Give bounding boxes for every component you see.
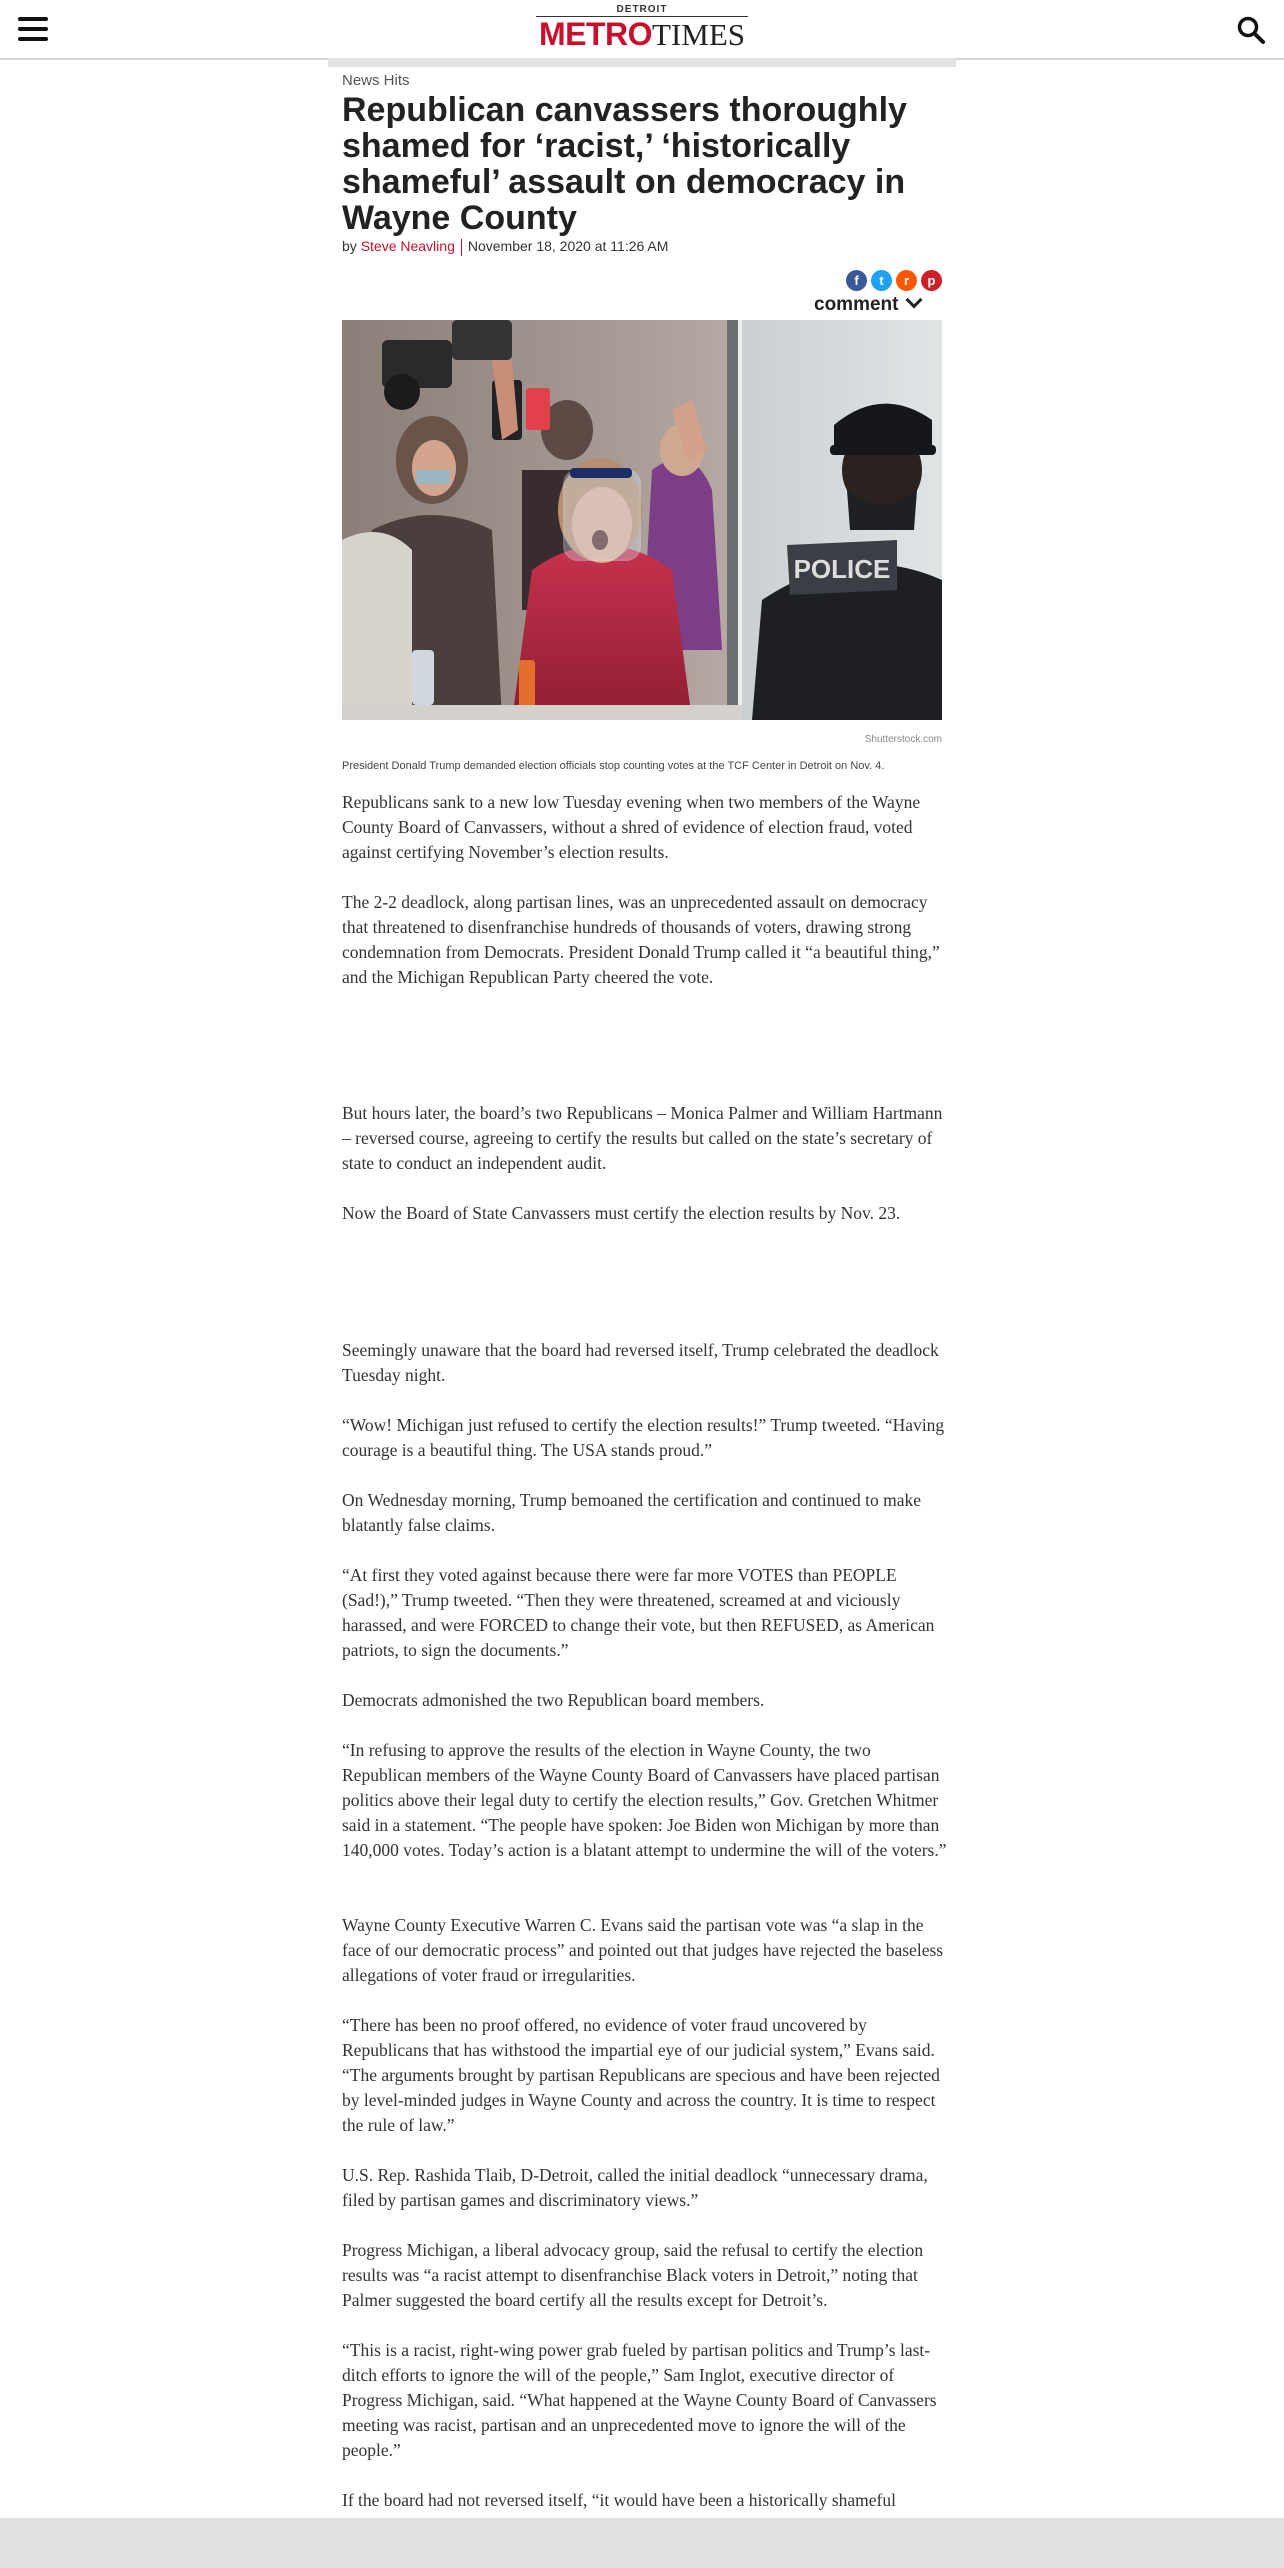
pinterest-icon[interactable]: p [921, 270, 942, 291]
paragraph: Seemingly unaware that the board had reversed itself, Trump celebrated the deadlock Tuesday night. [342, 1340, 939, 1385]
bottom-ad-bar [0, 2518, 1284, 2568]
site-header [0, 0, 1284, 60]
twitter-icon[interactable]: t [871, 270, 892, 291]
paragraph: Democrats admonished the two Republican board members. [342, 1690, 765, 1710]
byline-prefix: by [342, 238, 357, 254]
logo-detroit: DETROIT [616, 4, 668, 15]
logo-metro: METRO [538, 16, 653, 52]
paragraph: If the board had not reversed itself, “it would have been a historically shameful [342, 2490, 896, 2510]
paragraph: “Wow! Michigan just refused to certify the election results!” Trump tweeted. “Having courage is a beautiful thing. The USA stands proud.” [342, 1415, 945, 1460]
comment-toggle[interactable] [814, 294, 920, 316]
comment-label: comment [814, 294, 899, 315]
paragraph: “At first they voted against because there were far more VOTES than PEOPLE (Sad!),” Trump tweeted. “Then they were threatened, screamed at and viciously harassed, and were FORCED to change their vote, but then REFUSED, as American patriots, to sign the documents.” [342, 1565, 935, 1660]
author-link[interactable]: Steve Neavling [360, 238, 455, 254]
paragraph: “There has been no proof offered, no evidence of voter fraud uncovered by Republicans that has withstood the impartial eye of our judicial system,” Evans said. “The arguments brought by partisan Republicans are specious and have been rejected by level-minded judges in Wayne County and across the country. It is time to respect the rule of law.” [342, 2015, 940, 2135]
paragraph: On Wednesday morning, Trump bemoaned the certification and continued to make blatantly false claims. [342, 1490, 922, 1535]
photo-credit: Shutterstock.com [864, 734, 942, 745]
police-label: POLICE [793, 554, 891, 584]
chevron-down-icon [906, 292, 923, 309]
paragraph: Progress Michigan, a liberal advocacy group, said the refusal to certify the election results was “a racist attempt to disenfranchise Black voters in Detroit,” noting that Palmer suggested the board certify all the results except for Detroit’s. [342, 2240, 924, 2310]
share-buttons [842, 270, 942, 292]
site-logo[interactable] [532, 4, 752, 52]
article-photo [342, 320, 942, 720]
section-kicker[interactable]: News Hits [342, 72, 410, 89]
article-date: November 18, 2020 at 11:26 AM [467, 238, 669, 254]
article-headline: Republican canvassers thoroughly shamed for ‘racist,’ ‘historically shameful’ assault on democracy in Wayne County [342, 91, 907, 237]
search-icon[interactable] [1236, 15, 1266, 45]
paragraph: But hours later, the board’s two Republicans – Monica Palmer and William Hartmann – reversed course, agreeing to certify the results but called on the state’s secretary of state to conduct an independent audit. [342, 1103, 943, 1173]
menu-icon[interactable] [18, 17, 48, 41]
paragraph: Wayne County Executive Warren C. Evans said the partisan vote was “a slap in the face of our democratic process” and pointed out that judges have rejected the baseless allegations of voter fraud or irregularities. [342, 1915, 944, 1985]
ad-strip [328, 58, 956, 67]
byline [342, 238, 942, 256]
logo-times: TIMES [652, 17, 746, 52]
paragraph: U.S. Rep. Rashida Tlaib, D-Detroit, called the initial deadlock “unnecessary drama, filed by partisan games and discriminatory views.” [342, 2165, 928, 2210]
paragraph: Republicans sank to a new low Tuesday evening when two members of the Wayne County Board of Canvassers, without a shred of evidence of election fraud, voted against certifying November’s election results. [342, 792, 921, 862]
paragraph: “In refusing to approve the results of the election in Wayne County, the two Republican members of the Wayne County Board of Canvassers have placed partisan politics above their legal duty to certify the election results,” Gov. Gretchen Whitmer said in a statement. “The people have spoken: Joe Biden won Michigan by more than 140,000 votes. Today’s action is a blatant attempt to undermine the will of the voters.” [342, 1740, 947, 1860]
paragraph: Now the Board of State Canvassers must certify the election results by Nov. 23. [342, 1203, 901, 1223]
byline-divider [461, 239, 462, 256]
photo-caption: President Donald Trump demanded election officials stop counting votes at the TCF Center in Detroit on Nov. 4. [342, 760, 885, 772]
paragraph: The 2-2 deadlock, along partisan lines, was an unprecedented assault on democracy that threatened to disenfranchise hundreds of thousands of voters, drawing strong condemnation from Democrats. President Donald Trump called it “a beautiful thing,” and the Michigan Republican Party cheered the vote. [342, 892, 940, 987]
facebook-icon[interactable]: f [846, 270, 867, 291]
paragraph: “This is a racist, right-wing power grab fueled by partisan politics and Trump’s last-ditch efforts to ignore the will of the people,” Sam Inglot, executive director of Progress Michigan, said. “What happened at the Wayne County Board of Canvassers meeting was racist, partisan and an unprecedented move to ignore the will of the people.” [342, 2340, 937, 2460]
reddit-icon[interactable]: r [896, 270, 917, 291]
